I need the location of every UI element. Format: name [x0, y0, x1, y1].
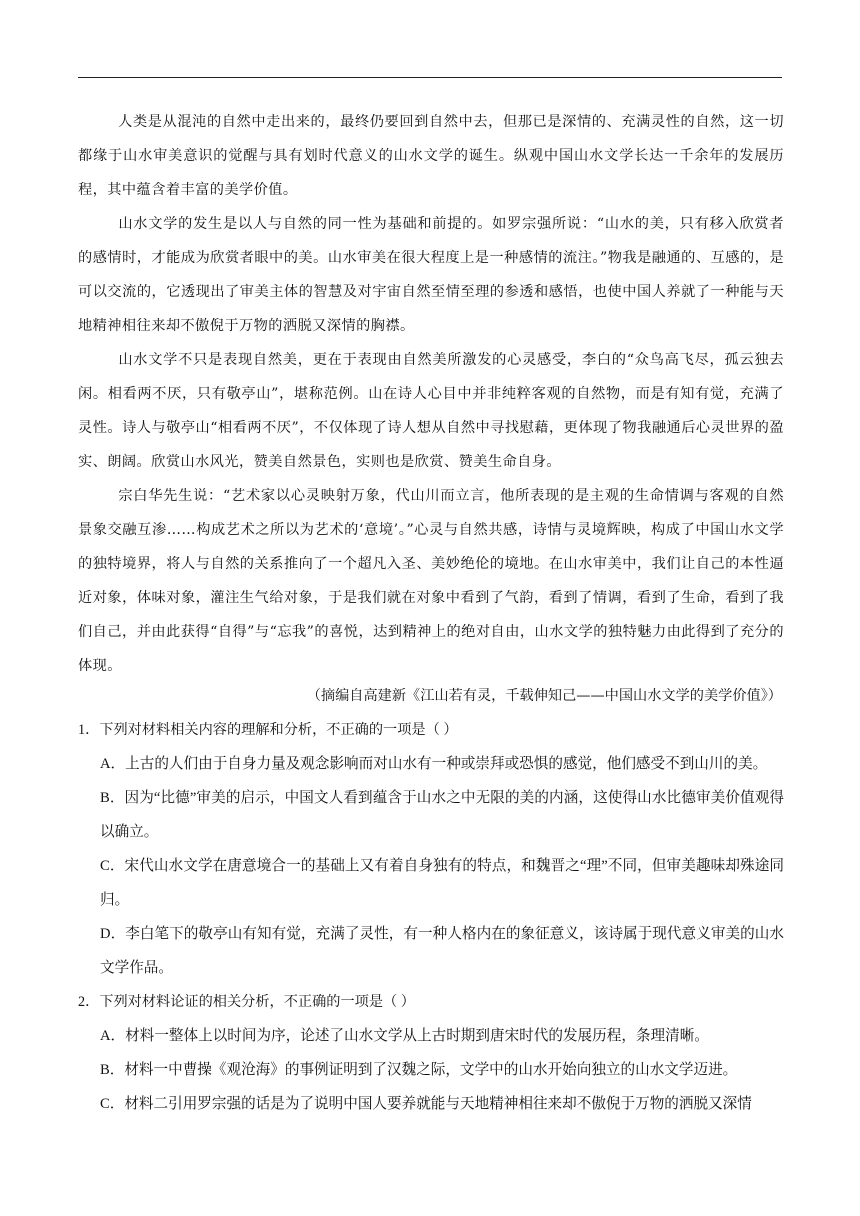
passage-paragraph-3: 山水文学不只是表现自然美，更在于表现由自然美所激发的心灵感受，李白的“众鸟高飞尽，孤云独去闲。相看两不厌，只有敬亭山”，堪称范例。山在诗人心目中并非纯粹客观的自然物，而是有知有觉，充满了灵性。诗人与敬亭山“相看两不厌”，不仅体现了诗人想从自然中寻找慰藉，更体现了物我融通后心灵世界的盈实、朗阔。欣赏山水风光，赞美自然景色，实则也是欣赏、赞美生命自身。 — [78, 352, 784, 470]
question-1-option-c: C．宋代山水文学在唐意境合一的基础上又有着自身独有的特点，和魏晋之“理”不同，但审美趣味却殊途同归。 — [100, 858, 784, 908]
question-2-option-a: A．材料一整体上以时间为序，论述了山水文学从上古时期到唐宋时代的发展历程，条理清晰。 — [100, 1028, 709, 1044]
question-1-stem: 1．下列对材料相关内容的理解和分析，不正确的一项是（ ） — [78, 722, 458, 738]
passage-source: （摘编自高建新《江山若有灵，千载伸知己——中国山水文学的美学价值》） — [306, 688, 782, 704]
question-2-option-c: C．材料二引用罗宗强的话是为了说明中国人要养就能与天地精神相往来却不傲倪于万物的洒脱又深情 — [100, 1096, 752, 1112]
passage-paragraph-4: 宗白华先生说：“艺术家以心灵映射万象，代山川而立言，他所表现的是主观的生命情调与客观的自然景象交融互渗……构成艺术之所以为艺术的‘意境’。”心灵与自然共感，诗情与灵境辉映，构成了中国山水文学的独特境界，将人与自然的关系推向了一个超凡入圣、美妙绝伦的境地。在山水审美中，我们让自己的本性逼近对象，体味对象，灌注生气给对象，于是我们就在对象中看到了气韵，看到了情调，看到了生命，看到了我们自己，并由此获得“自得”与“忘我”的喜悦，达到精神上的绝对自由，山水文学的独特魅力由此得到了充分的体现。 — [78, 488, 784, 674]
question-1-option-d: D．李白笔下的敬亭山有知有觉，充满了灵性，有一种人格内在的象征意义，该诗属于现代意义审美的山水文学作品。 — [100, 926, 784, 976]
passage-paragraph-1: 人类是从混沌的自然中走出来的，最终仍要回到自然中去，但那已是深情的、充满灵性的自然，这一切都缘于山水审美意识的觉醒与具有划时代意义的山水文学的诞生。纵观中国山水文学长达一千余年的发展历程，其中蕴含着丰富的美学价值。 — [78, 114, 784, 198]
question-2-stem: 2．下列对材料论证的相关分析，不正确的一项是（ ） — [78, 994, 415, 1010]
question-1-option-a: A．上古的人们由于自身力量及观念影响而对山水有一种或崇拜或恐惧的感觉，他们感受不到山川的美。 — [100, 756, 768, 772]
question-2-option-b: B．材料一中曹操《观沧海》的事例证明到了汉魏之际，文学中的山水开始向独立的山水文学迈进。 — [100, 1062, 738, 1078]
passage-paragraph-2: 山水文学的发生是以人与自然的同一性为基础和前提的。如罗宗强所说：“山水的美，只有移入欣赏者的感情时，才能成为欣赏者眼中的美。山水审美在很大程度上是一种感情的流注。”物我是融通的、互感的，是可以交流的，它透现出了审美主体的智慧及对宇宙自然至情至理的参透和感悟，也使中国人养就了一种能与天地精神相往来却不傲倪于万物的洒脱又深情的胸襟。 — [78, 216, 784, 334]
header-rule — [78, 77, 782, 78]
question-1-option-b: B．因为“比德”审美的启示，中国文人看到蕴含于山水之中无限的美的内涵，这使得山水比德审美价值观得以确立。 — [100, 790, 784, 840]
